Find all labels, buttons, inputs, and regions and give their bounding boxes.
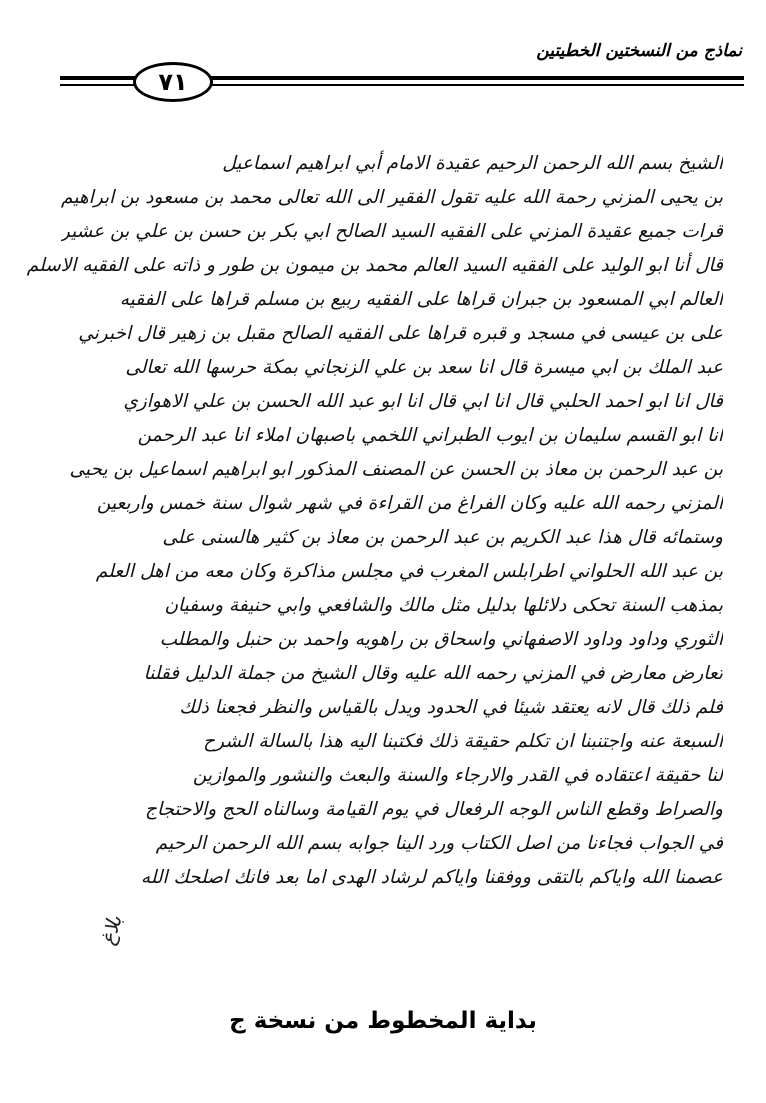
manuscript-line: قال انا ابو احمد الحلبي قال انا ابي قال انا ابو عبد الله الحسن بن علي الاهوازي: [123, 391, 723, 412]
running-title: نماذج من النسختين الخطيتين: [536, 41, 742, 61]
manuscript-line: قال أنا ابو الوليد على الفقيه السيد العالم محمد بن ميمون بن طور و ذاته على الفقيه الاسلم: [26, 255, 723, 276]
manuscript-line: بن عبد الله الحلواني اطرابلس المغرب في مجلس مذاكرة وكان معه من اهل العلم: [95, 561, 723, 582]
margin-note: بلاغ: [94, 912, 127, 948]
manuscript-line: عبد الملك بن ابي ميسرة قال انا سعد بن علي الزنجاني بمكة حرسها الله تعالى: [125, 357, 723, 378]
manuscript-line: بن يحيى المزني رحمة الله عليه تقول الفقير الى الله تعالى محمد بن مسعود بن ابراهيم: [61, 187, 723, 208]
manuscript-line: بن عبد الرحمن بن معاذ بن الحسن عن المصنف المذكور ابو ابراهيم اسماعيل بن يحيى: [69, 459, 723, 480]
manuscript-line: فلم ذلك قال لانه يعتقد شيئا في الحدود ويدل بالقياس والنظر فجعنا ذلك: [179, 697, 723, 718]
manuscript-line: وستمائه قال هذا عبد الكريم بن عبد الرحمن بن معاذ بن كثير هالسنى على: [162, 527, 723, 548]
manuscript-line: الثوري وداود وداود الاصفهاني واسحاق بن راهويه واحمد بن حنبل والمطلب: [159, 629, 723, 650]
manuscript-line: بمذهب السنة تحكى دلائلها بدليل مثل مالك والشافعي وابي حنيفة وسفيان: [164, 595, 723, 616]
page-number: ٧١: [158, 68, 188, 96]
manuscript-text-block: [26, 148, 723, 888]
manuscript-line: المزني رحمه الله عليه وكان الفراغ من القراءة في شهر شوال سنة خمس واربعين: [96, 493, 723, 514]
figure-caption: بداية المخطوط من نسخة ج: [229, 1008, 537, 1034]
manuscript-line: السبعة عنه واجتنبنا ان تكلم حقيقة ذلك فكتبنا اليه هذا بالسالة الشرح: [203, 731, 723, 752]
manuscript-line: الشيخ بسم الله الرحمن الرحيم عقيدة الامام أبي ابراهيم اسماعيل: [222, 153, 723, 174]
manuscript-line: لنا حقيقة اعتقاده في القدر والارجاء والسنة والبعث والنشور والموازين: [192, 765, 723, 786]
manuscript-line: قرات جميع عقيدة المزني على الفقيه السيد الصالح ابي بكر بن حسن بن علي بن عشير: [60, 221, 723, 242]
manuscript-line: تعارض معارض في المزني رحمه الله عليه وقال الشيخ من جملة الدليل فقلنا: [143, 663, 723, 684]
manuscript-line: عصمنا الله واياكم بالتقى ووفقنا واياكم لرشاد الهدى اما بعد فانك اصلحك الله: [140, 867, 723, 888]
manuscript-line: العالم ابي المسعود بن جبران قراها على الفقيه ربيع بن مسلم قراها على الفقيه: [119, 289, 723, 310]
manuscript-line: انا ابو القسم سليمان بن ايوب الطبراني اللخمي باصبهان املاء انا عبد الرحمن: [137, 425, 723, 446]
manuscript-line: والصراط وقطع الناس الوجه الرفعال في يوم القيامة وسالناه الحج والاحتجاج: [145, 799, 723, 820]
page-number-badge: [133, 62, 213, 102]
manuscript-line: في الجواب فجاءنا من اصل الكتاب ورد الينا جوابه بسم الله الرحمن الرحيم: [155, 833, 723, 854]
manuscript-line: على بن عيسى في مسجد و قبره قراها على الفقيه الصالح مقبل بن زهير قال اخبرني: [78, 323, 723, 344]
